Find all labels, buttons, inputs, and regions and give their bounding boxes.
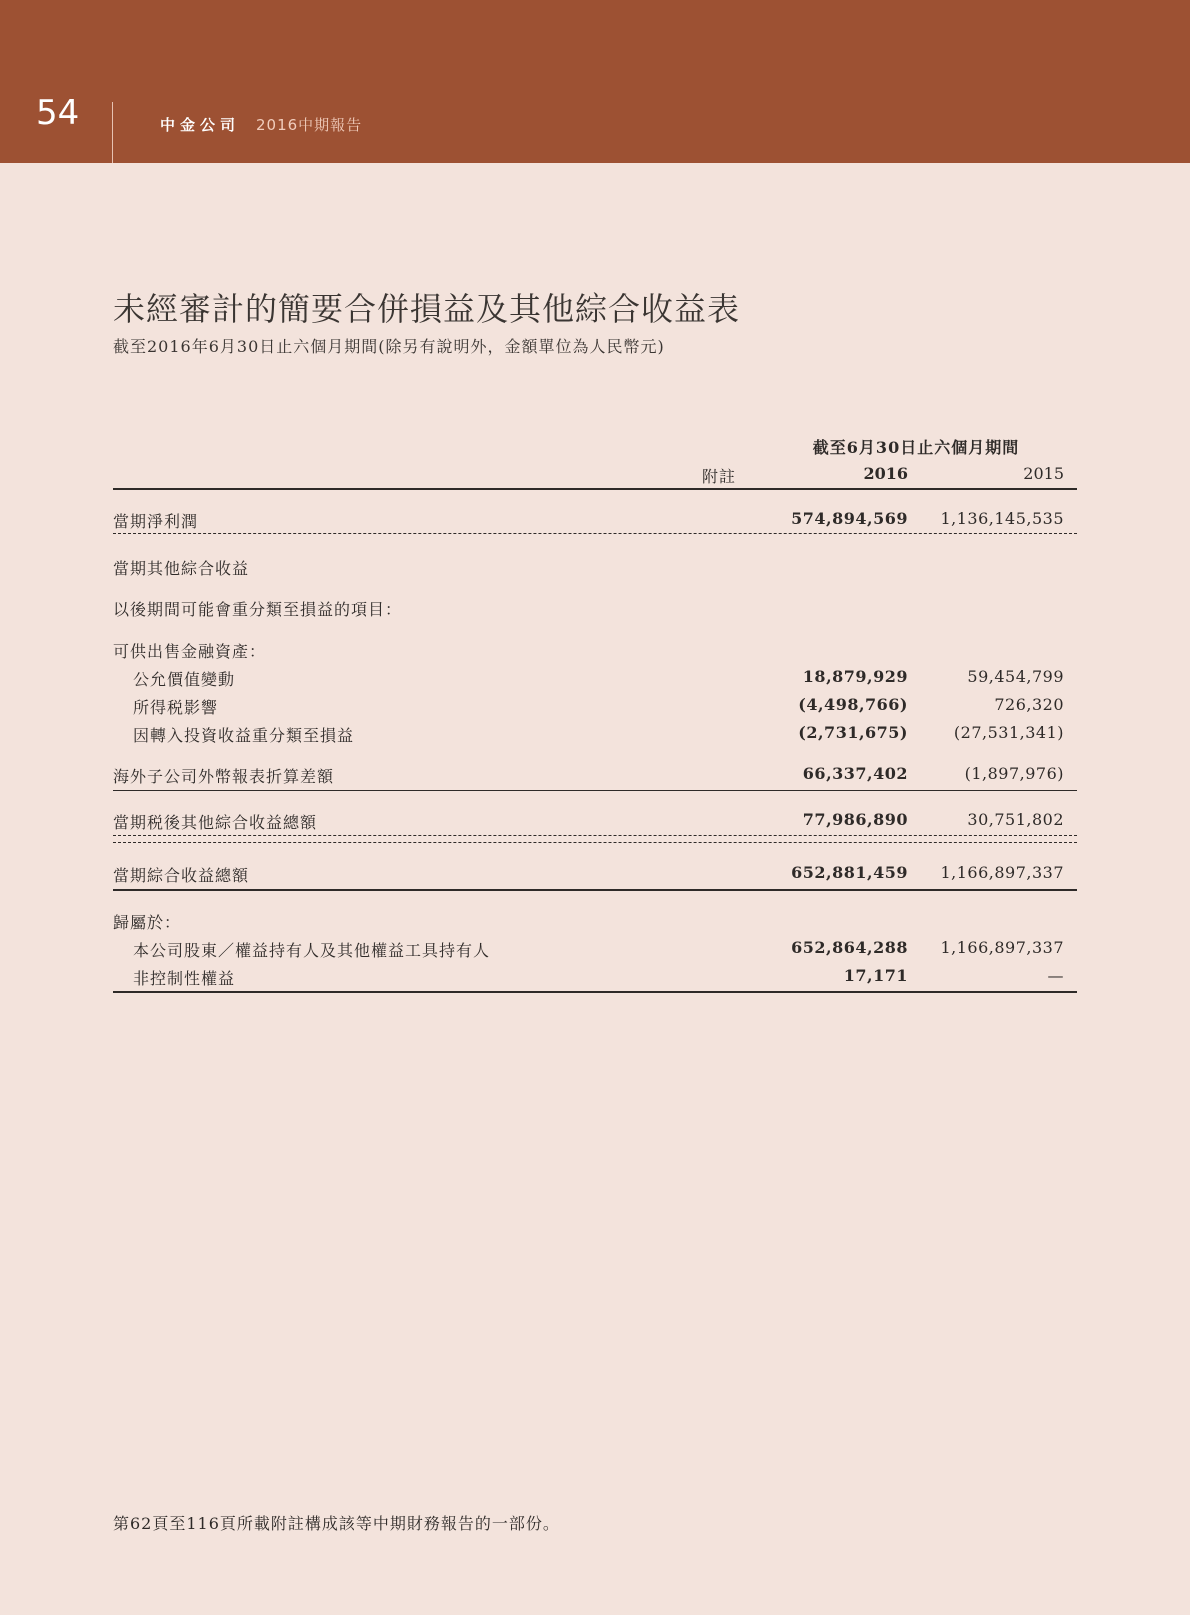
value-2015: (1,897,976): [964, 764, 1064, 783]
dashed-rule: [113, 842, 1077, 843]
period-header: 截至6月30日止六個月期間: [812, 438, 1020, 457]
row-label: 當期淨利潤: [113, 512, 199, 531]
column-header-2016: 2016: [863, 464, 908, 483]
row-label: 當期税後其他綜合收益總額: [113, 813, 318, 832]
row-label: 因轉入投資收益重分類至損益: [133, 726, 355, 745]
table-bottom-rule: [113, 991, 1077, 993]
value-2015: 1,166,897,337: [940, 863, 1064, 882]
value-2016: 17,171: [843, 966, 908, 985]
value-2016: 66,337,402: [802, 764, 908, 783]
row-label: 海外子公司外幣報表折算差額: [113, 767, 335, 786]
table-row-reclass-to-pl: [113, 723, 1077, 745]
subtotal-rule: [113, 790, 1077, 791]
column-header-2015: 2015: [1023, 464, 1064, 483]
header-divider: [112, 102, 113, 163]
value-2016: 18,879,929: [802, 667, 908, 686]
value-2016: 652,864,288: [791, 938, 908, 957]
row-label: 公允價值變動: [133, 670, 236, 689]
row-label: 當期綜合收益總額: [113, 866, 250, 885]
report-title: 2016中期報告: [256, 116, 363, 134]
value-2015: 1,136,145,535: [940, 509, 1064, 528]
value-2016: 77,986,890: [802, 810, 908, 829]
value-2015: (27,531,341): [953, 723, 1064, 742]
value-2015: 1,166,897,337: [940, 938, 1064, 957]
row-label: 可供出售金融資產：: [113, 642, 267, 661]
value-2016: 574,894,569: [791, 509, 908, 528]
table-row-attributable-heading: [113, 910, 1077, 932]
header-band: [0, 0, 1190, 163]
row-label: 歸屬於：: [113, 913, 182, 932]
table-row-fx-translation: [113, 764, 1077, 786]
table-row-oci-heading: [113, 556, 1077, 578]
document-subtitle: 截至2016年6月30日止六個月期間(除另有說明外，金額單位為人民幣元): [113, 337, 665, 356]
table-row-shareholders: [113, 938, 1077, 960]
value-2015: 726,320: [994, 695, 1064, 714]
header-rule: [113, 488, 1077, 490]
value-2015: 30,751,802: [967, 810, 1064, 829]
page-number: 54: [36, 93, 80, 133]
table-row-fair-value-change: [113, 667, 1077, 689]
table-row-net-profit: [113, 509, 1077, 531]
row-label: 非控制性權益: [133, 969, 236, 988]
table-row-oci-net-of-tax: [113, 810, 1077, 832]
column-header-note: 附註: [701, 467, 736, 486]
footnote: 第62頁至116頁所載附註構成該等中期財務報告的一部份。: [113, 1514, 560, 1533]
table-row-afs-heading: [113, 639, 1077, 661]
total-rule: [113, 889, 1077, 891]
value-2016: (4,498,766): [798, 695, 908, 714]
brand-name: 中金公司: [160, 116, 241, 134]
dashed-rule: [113, 835, 1077, 836]
table-row-non-controlling: [113, 966, 1077, 988]
value-2016: 652,881,459: [791, 863, 908, 882]
row-label: 所得税影響: [133, 698, 219, 717]
table-row-total-comprehensive: [113, 863, 1077, 885]
value-2016: (2,731,675): [798, 723, 908, 742]
dashed-rule: [113, 533, 1077, 534]
row-label: 當期其他綜合收益: [113, 559, 250, 578]
table-row-reclass-heading: [113, 597, 1077, 619]
row-label: 以後期間可能會重分類至損益的項目：: [113, 600, 403, 619]
document-title: 未經審計的簡要合併損益及其他綜合收益表: [113, 290, 741, 328]
row-label: 本公司股東／權益持有人及其他權益工具持有人: [133, 941, 491, 960]
value-2015: —: [1047, 966, 1064, 985]
value-2015: 59,454,799: [967, 667, 1064, 686]
table-row-income-tax-effect: [113, 695, 1077, 717]
